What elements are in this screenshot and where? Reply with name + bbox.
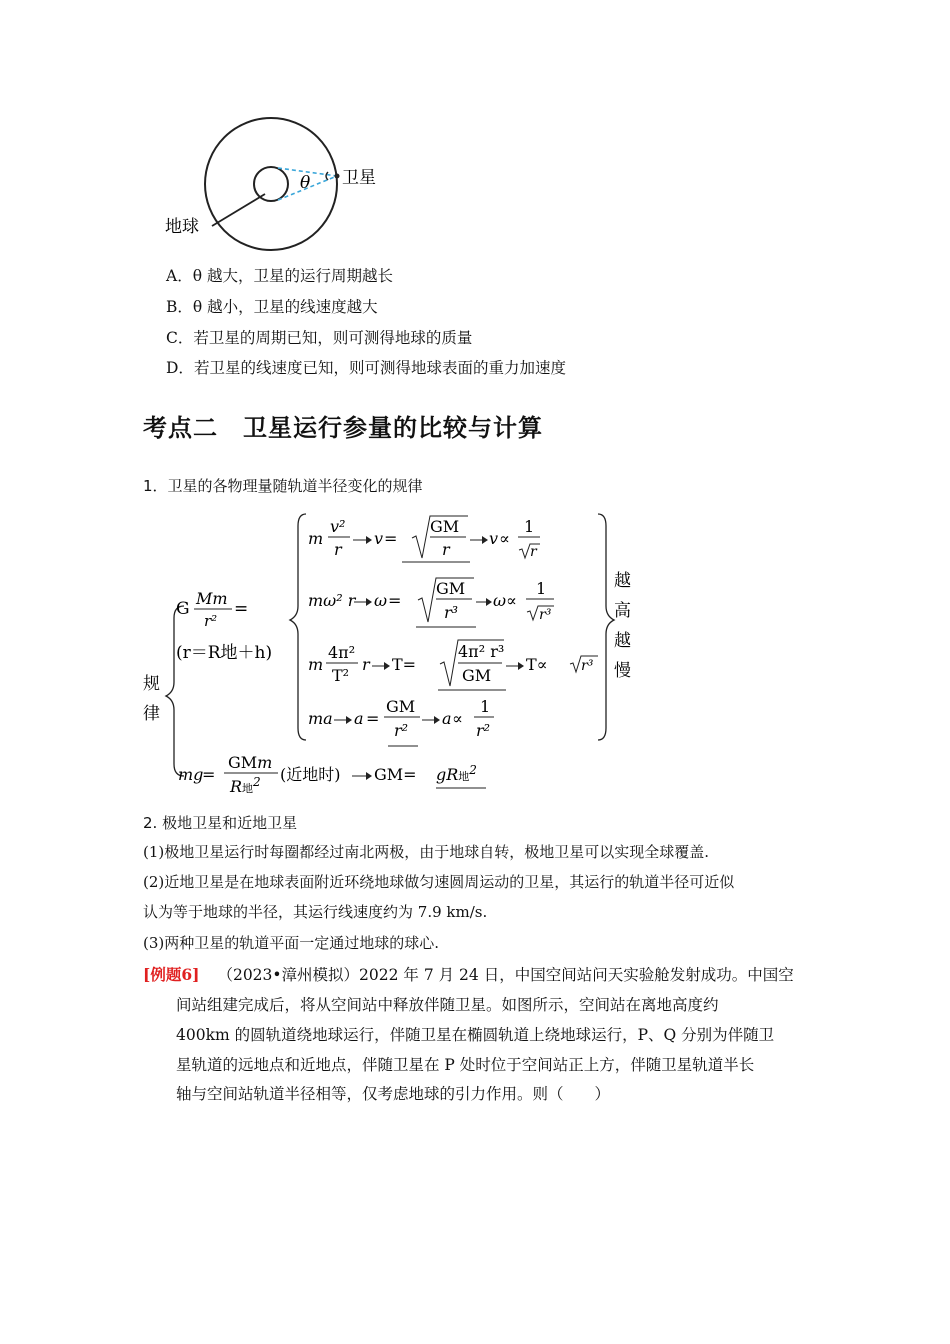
svg-text:∝: ∝: [506, 591, 517, 610]
svg-text:T∝: T∝: [526, 655, 548, 674]
option-d-letter: D．: [166, 359, 194, 377]
point2-paragraph-3: (3)两种卫星的轨道平面一定通过地球的球心.: [143, 934, 440, 952]
example-line-1: （2023•漳州模拟）2022 年 7 月 24 日，中国空间站问天实验舱发射成功。中国空: [217, 966, 794, 984]
option-a[interactable]: [166, 266, 393, 286]
option-d[interactable]: [166, 358, 566, 378]
option-d-text: 若卫星的线速度已知，则可测得地球表面的重力加速度: [193, 359, 566, 377]
svg-text:r³: r³: [444, 603, 459, 622]
svg-text:a: a: [354, 709, 364, 728]
option-a-text: θ 越大，卫星的运行周期越长: [192, 267, 393, 285]
svg-text:v: v: [374, 529, 384, 548]
g-symbol: G: [176, 599, 190, 619]
equals-sign: =: [234, 599, 249, 619]
point2-paragraph-2b: 认为等于地球的半径，其运行线速度约为 7.9 km/s.: [143, 903, 488, 921]
example-line-2: 间站组建完成后，将从空间站中释放伴随卫星。如图所示，空间站在离地高度约: [176, 996, 719, 1014]
formula-row-period: [308, 640, 598, 690]
svg-text:1: 1: [524, 517, 535, 536]
mm-numerator: Mm: [196, 589, 228, 608]
svg-text:=: =: [384, 529, 398, 548]
option-b-text: θ 越小，卫星的线速度越大: [192, 298, 378, 316]
point2-paragraph-1: (1)极地卫星运行时每圈都经过南北两极，由于地球自转，极地卫星可以实现全球覆盖.: [143, 843, 710, 861]
right-label-3: 越: [614, 631, 631, 651]
svg-text:=: =: [388, 591, 402, 610]
svg-text:r: r: [362, 655, 370, 674]
inner-left-brace: [290, 514, 306, 740]
example-line-5: 轴与空间站轨道半径相等，仅考虑地球的引力作用。则（ ）: [176, 1085, 611, 1103]
svg-text:1: 1: [480, 697, 491, 716]
svg-text:r²: r²: [476, 721, 491, 740]
earth-label: 地球: [165, 217, 199, 237]
svg-text:mω² r: mω² r: [308, 591, 356, 610]
svg-text:ω: ω: [374, 591, 388, 610]
svg-text:r: r: [442, 540, 450, 559]
svg-text:R地2: R地$^2$: [230, 775, 261, 796]
svg-text:ma: ma: [308, 709, 333, 728]
svg-text:r²: r²: [394, 721, 409, 740]
example-line-4: 星轨道的远地点和近地点，伴随卫星在 P 处时位于空间站正上方，伴随卫星轨道半长: [176, 1056, 755, 1074]
example-first-line: [143, 965, 794, 985]
svg-text:T=: T=: [392, 655, 417, 674]
section-title: 考点二 卫星运行参量的比较与计算: [143, 414, 543, 442]
svg-text:=: =: [366, 709, 380, 728]
option-c-letter: C．: [166, 329, 194, 347]
svg-text:GMm: GMm: [228, 753, 273, 772]
outer-brace: [166, 606, 184, 776]
formula-block: [140, 506, 640, 798]
option-b[interactable]: [166, 297, 378, 317]
angle-arc: [326, 172, 328, 180]
svg-text:r: r: [530, 544, 537, 560]
right-label-2: 高: [614, 601, 631, 621]
formula-row-angular: [308, 578, 554, 627]
svg-text:T²: T²: [332, 666, 350, 685]
point1-title: 1．卫星的各物理量随轨道半径变化的规律: [143, 477, 423, 495]
svg-text:(近地时): (近地时): [280, 765, 341, 784]
svg-text:GM: GM: [386, 697, 416, 716]
option-b-letter: B．: [166, 298, 193, 316]
condition-text: (r＝R地＋h): [176, 643, 273, 663]
point2-title: 2. 极地卫星和近地卫星: [143, 814, 298, 832]
svg-text:GM: GM: [430, 517, 460, 536]
rule-label-1: 规: [143, 674, 160, 694]
option-a-letter: A．: [166, 267, 193, 285]
svg-text:GM: GM: [462, 666, 492, 685]
svg-text:GM: GM: [436, 579, 466, 598]
point2-paragraph-2a: (2)近地卫星是在地球表面附近环绕地球做匀速圆周运动的卫星，其运行的轨道半径可近似: [143, 873, 735, 891]
formula-row-acceleration: [308, 697, 494, 746]
svg-text:m: m: [308, 529, 324, 548]
earth-pointer-line: [212, 194, 265, 226]
rule-label-2: 律: [143, 704, 160, 724]
angle-label: θ: [300, 173, 311, 193]
svg-text:v: v: [489, 529, 499, 548]
svg-text:∝: ∝: [452, 709, 463, 728]
example-line-3: 400km 的圆轨道绕地球运行，伴随卫星在椭圆轨道上绕地球运行，P、Q 分别为伴随卫: [176, 1026, 775, 1044]
svg-text:mg: mg: [178, 765, 204, 784]
svg-text:a: a: [442, 709, 452, 728]
satellite-dot: [335, 174, 340, 179]
option-c-text: 若卫星的周期已知，则可测得地球的质量: [193, 329, 473, 347]
svg-text:4π²: 4π²: [328, 643, 356, 662]
svg-text:r: r: [334, 540, 342, 559]
svg-text:gR地2: gR地$^2$: [436, 763, 477, 784]
option-c[interactable]: [166, 328, 472, 348]
right-label-4: 慢: [614, 661, 631, 681]
inner-right-brace: [598, 514, 614, 740]
svg-text:ω: ω: [493, 591, 507, 610]
r2-denominator: r²: [204, 612, 218, 630]
satellite-label: 卫星: [342, 168, 376, 188]
orbit-figure: [160, 110, 400, 260]
svg-text:v²: v²: [330, 517, 346, 536]
svg-text:1: 1: [536, 579, 547, 598]
svg-text:m: m: [308, 655, 324, 674]
svg-text:4π² r³: 4π² r³: [458, 642, 505, 661]
formula-row-gravity: [178, 753, 486, 796]
svg-text:GM=: GM=: [374, 765, 417, 784]
svg-text:=: =: [202, 765, 216, 784]
right-label-1: 越: [614, 571, 631, 591]
formula-row-velocity: [308, 516, 540, 562]
svg-text:∝: ∝: [499, 529, 510, 548]
earth-circle: [254, 167, 288, 201]
svg-text:r³: r³: [539, 607, 552, 623]
svg-text:r³: r³: [581, 658, 594, 674]
example-tag: [例题6]: [143, 965, 200, 984]
